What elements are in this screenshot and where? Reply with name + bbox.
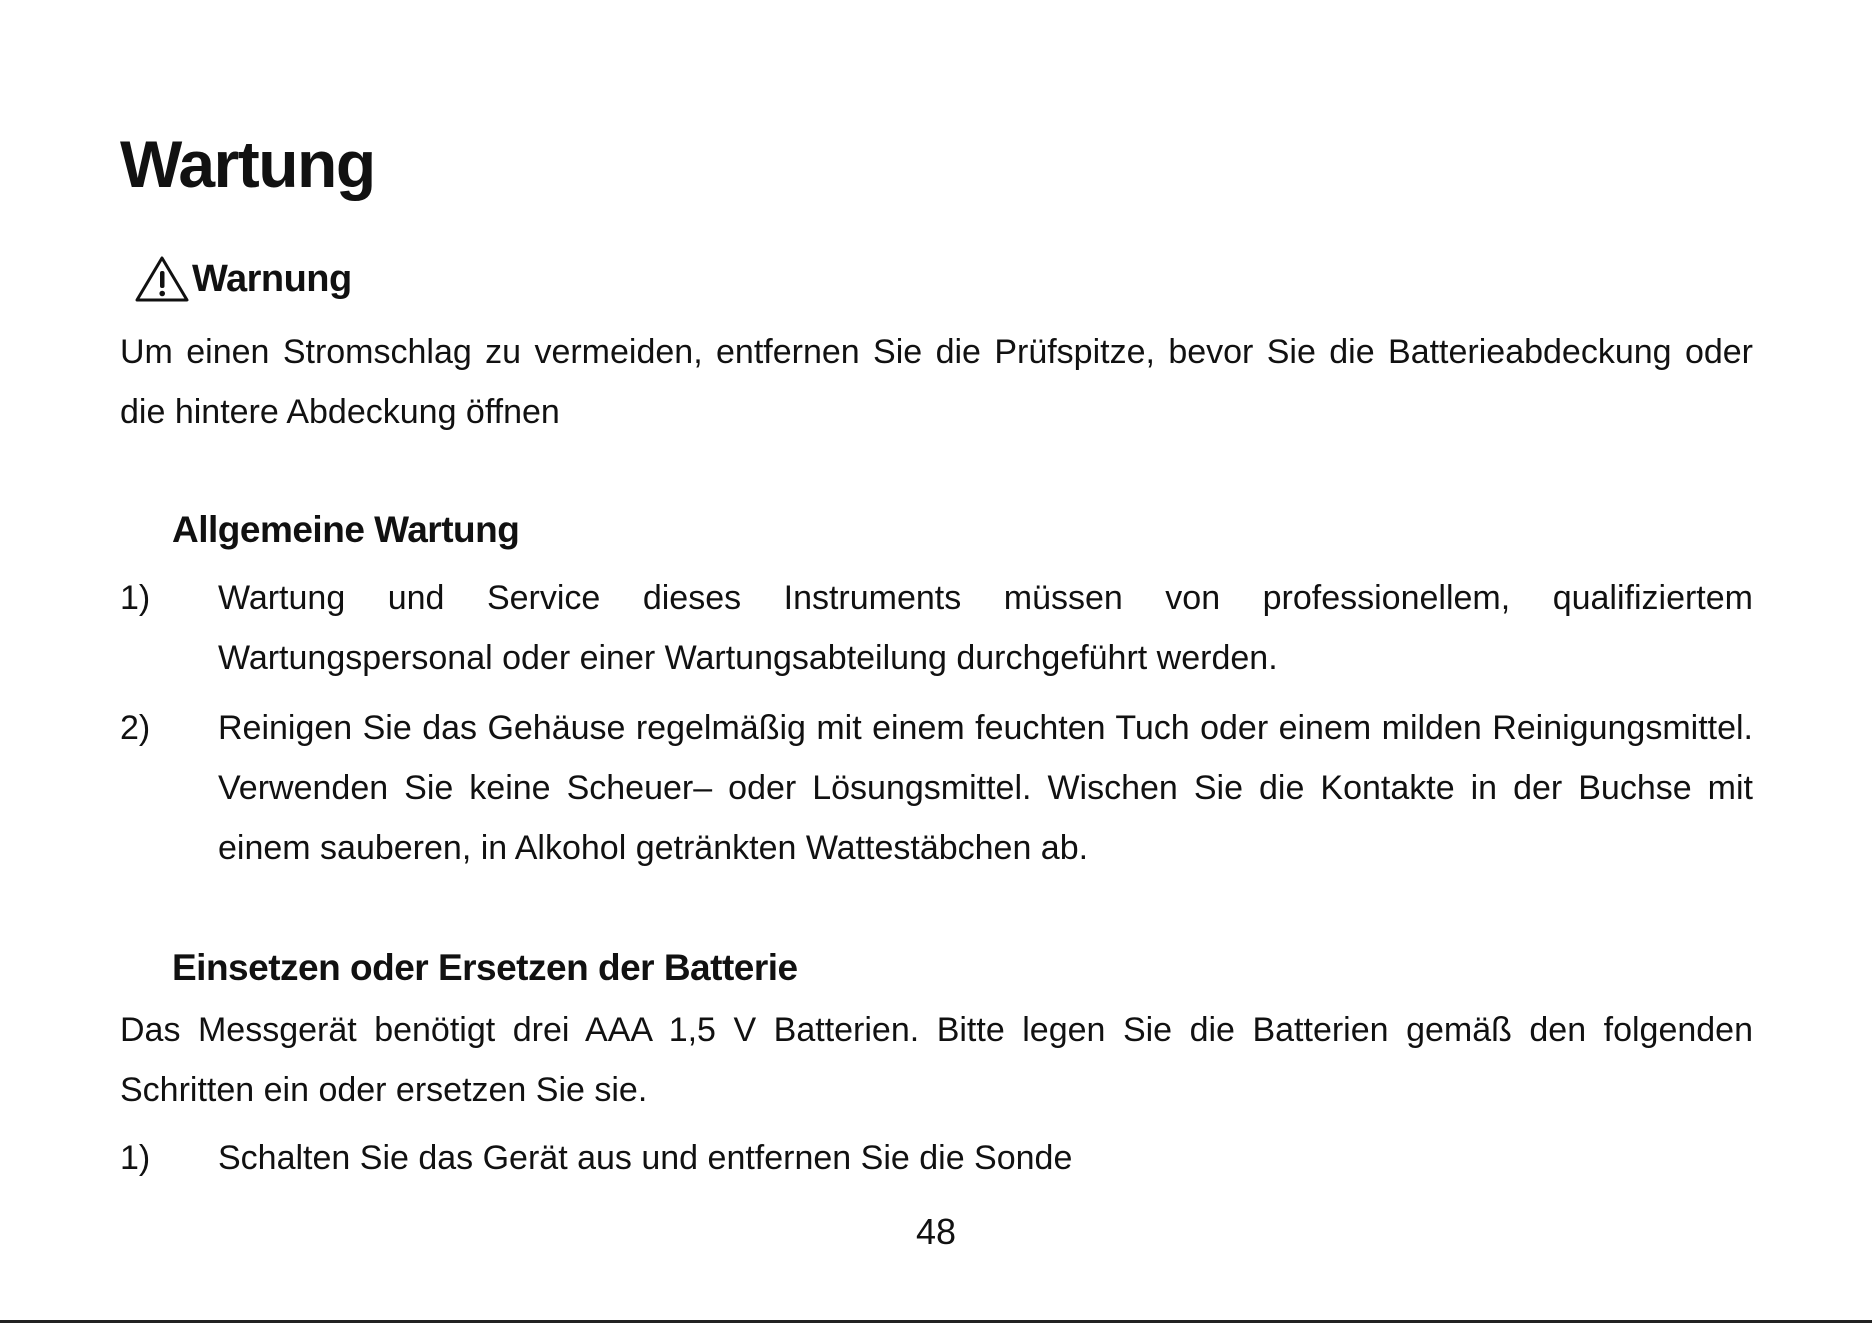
bottom-divider (0, 1320, 1872, 1323)
warning-triangle-icon (134, 254, 190, 304)
page-number: 48 (915, 1211, 957, 1252)
battery-intro-text: Das Messgerät benötigt drei AAA 1,5 V Batterien. Bitte legen Sie die Batterien gemäß den folgenden Schritten ein oder ersetzen Sie sie. (120, 1011, 1753, 1109)
section-heading-general-maintenance: Allgemeine Wartung (172, 509, 520, 550)
list-item-text: Wartung und Service dieses Instruments müssen von professionellem, qualifiziertem Wartungspersonal oder einer Wartungsabteilung durchgeführt werden. (218, 579, 1753, 677)
section-heading-battery: Einsetzen oder Ersetzen der Batterie (172, 947, 798, 988)
warning-heading-label: Warnung (192, 258, 352, 300)
list-item (120, 1128, 1753, 1188)
list-item (120, 568, 1753, 688)
list-item-number: 1) (120, 1139, 151, 1177)
warning-text: Um einen Stromschlag zu vermeiden, entfernen Sie die Prüfspitze, bevor Sie die Batterieabdeckung oder die hintere Abdeckung öffnen (120, 333, 1753, 431)
list-item-text: Reinigen Sie das Gehäuse regelmäßig mit einem feuchten Tuch oder einem milden Reinigungsmittel. Verwenden Sie keine Scheuer– oder Lösungsmittel. Wischen Sie die Kontakte in der Buchse mit einem sauberen, in Alkohol getränkten Wattestäbchen ab. (218, 709, 1753, 867)
list-item-text: Schalten Sie das Gerät aus und entfernen Sie die Sonde (218, 1139, 1073, 1177)
list-item (120, 698, 1753, 878)
list-item-number: 2) (120, 709, 151, 747)
page-title: Wartung (120, 127, 375, 201)
list-item-number: 1) (120, 579, 151, 617)
warning-heading (134, 254, 352, 304)
